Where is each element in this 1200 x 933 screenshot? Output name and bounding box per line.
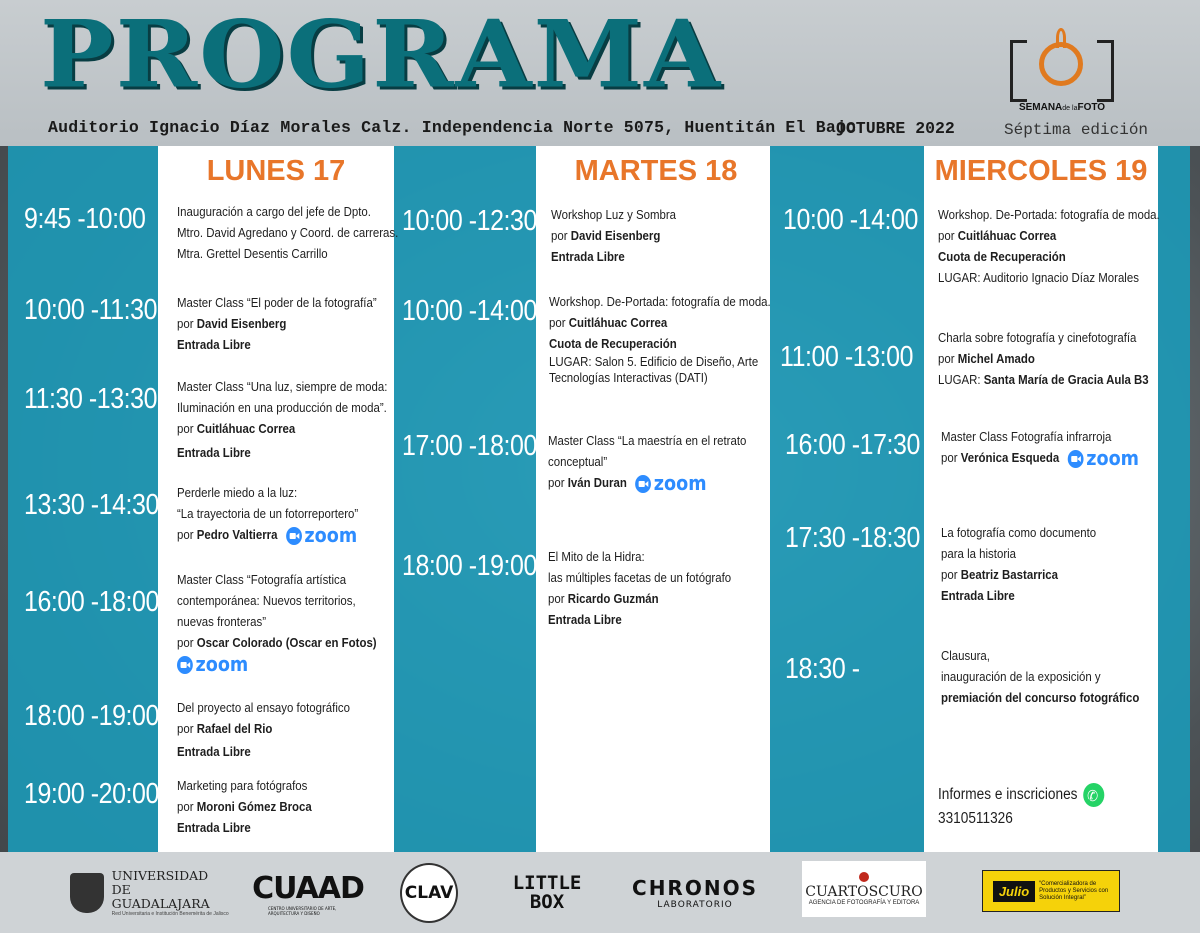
speaker-name: Verónica Esqueda [960, 450, 1060, 465]
entry-label: Entrada Libre [941, 588, 1015, 603]
time-slot: 16:00 -17:30 [785, 429, 920, 461]
entry-label: Entrada Libre [177, 445, 251, 460]
tuesday-time-column [394, 146, 536, 852]
event-tuesday-hidra: El Mito de la Hidra: las múltiples facetas de un fotógrafo por Ricardo Guzmán Entrada Libre [548, 549, 732, 627]
speaker-name: Beatriz Bastarrica [960, 567, 1059, 582]
entry-label: Entrada Libre [177, 744, 251, 759]
time-slot: 11:00 -13:00 [780, 341, 914, 373]
speaker-name: Iván Duran [567, 475, 627, 490]
time-slot: 17:30 -18:30 [785, 522, 920, 554]
sponsor-clav: CLAV [400, 862, 458, 924]
time-slot: 16:00 -18:00 [24, 586, 159, 618]
event-tuesday-retrato: Master Class “La maestría en el retrato conceptual” por Iván Duran zoom [548, 433, 747, 496]
wednesday-time-column [770, 146, 924, 852]
event-wednesday-clausura: Clausura, inauguración de la exposición y premiación del concurso fotográfico [941, 648, 1140, 705]
zoom-badge: zoom [1068, 448, 1139, 469]
logo-bracket-right [1097, 40, 1114, 102]
entry-label: Entrada Libre [177, 820, 251, 835]
speaker-name: Pedro Valtierra [196, 527, 278, 542]
time-slot: 18:00 -19:00 [24, 700, 159, 732]
event-tuesday-luz-sombra: Workshop Luz y Sombra por David Eisenberg Entrada Libre [551, 207, 677, 264]
sponsor-chronos: CHRONOS LABORATORIO [632, 876, 758, 910]
speaker-name: Cuitláhuac Correa [957, 228, 1057, 243]
sponsor-julio: Julio “Comercializadora de Productos y Servicios con Solución Integral” [982, 870, 1120, 912]
event-wednesday-documento: La fotografía como documento para la historia por Beatriz Bastarrica Entrada Libre [941, 525, 1097, 603]
logo-bracket-left [1010, 40, 1027, 102]
speaker-name: Oscar Colorado (Oscar en Fotos) [196, 635, 377, 650]
event-monday-masterclass-2: Master Class “Una luz, siempre de moda: Iluminación en una producción de moda”. por Cuitláhuac Correa Entrada Libre [177, 379, 388, 460]
day-header-monday: LUNES 17 [206, 155, 346, 187]
fee-label: Cuota de Recuperación [938, 249, 1066, 264]
event-monday-fotorreportero: Perderle miedo a la luz: “La trayectoria de un fotorreportero” por Pedro Valtierra zoom [177, 485, 359, 548]
event-month: OCTUBRE 2022 [836, 119, 955, 138]
time-slot: 13:30 -14:30 [24, 489, 159, 521]
semana-foto-logo [1006, 26, 1118, 122]
speaker-name: David Eisenberg [570, 228, 661, 243]
info-contact: Informes e inscriciones✆ 3310511326 [938, 783, 1104, 830]
speaker-name: Michel Amado [957, 351, 1035, 366]
sponsor-cuaad: CUAAD CENTRO UNIVERSITARIO DE ARTE, ARQUITECTURA Y DISEÑO [252, 870, 364, 916]
speaker-name: Moroni Gómez Broca [196, 799, 312, 814]
event-monday-marketing: Marketing para fotógrafos por Moroni Gómez Broca Entrada Libre [177, 778, 312, 835]
time-slot: 10:00 -14:00 [783, 204, 918, 236]
place-name: Santa María de Gracia Aula B3 [983, 372, 1149, 387]
time-slot: 18:00 -19:00 [402, 550, 537, 582]
day-header-tuesday: MARTES 18 [574, 155, 738, 187]
sponsor-udg: UNIVERSIDAD DE GUADALAJARA Red Universitaria e Institución Benemérita de Jalisco [70, 862, 230, 924]
phone-number: 3310511326 [938, 810, 1013, 827]
event-monday-inauguration: Inauguración a cargo del jefe de Dpto. Mtro. David Agredano y Coord. de carreras. Mtra. Grettel Desentis Carrillo [177, 204, 399, 261]
edition-label: Séptima edición [1004, 121, 1149, 139]
whatsapp-icon[interactable] [1083, 783, 1104, 807]
time-slot: 18:30 - [785, 653, 860, 685]
zoom-icon [635, 475, 651, 493]
entry-label: Entrada Libre [177, 337, 251, 352]
time-slot: 10:00 -11:30 [24, 294, 158, 326]
zoom-icon [177, 656, 193, 674]
event-monday-masterclass-1: Master Class “El poder de la fotografía” por David Eisenberg Entrada Libre [177, 295, 377, 352]
zoom-badge: zoom [286, 525, 357, 546]
sponsor-cuartoscuro: CUARTOSCURO AGENCIA DE FOTOGRAFÍA Y EDITORA [802, 861, 926, 917]
speaker-name: Rafael del Rio [196, 721, 273, 736]
speaker-name: David Eisenberg [196, 316, 287, 331]
event-tuesday-de-portada: Workshop. De-Portada: fotografía de moda. por Cuitláhuac Correa Cuota de Recuperación LUGAR: Salon 5. Edificio de Diseño, Arte Tecnologías Interactivas (DATI) [549, 294, 771, 385]
page-title: PROGRAMA [40, 0, 723, 110]
event-wednesday-infrarroja: Master Class Fotografía infrarroja por Verónica Esqueda zoom [941, 429, 1139, 471]
udg-shield-icon [70, 873, 104, 913]
zoom-badge: zoom [635, 473, 706, 494]
fee-label: Cuota de Recuperación [549, 336, 677, 351]
venue-address: Auditorio Ignacio Díaz Morales Calz. Independencia Norte 5075, Huentitán El Bajo [48, 118, 857, 137]
sponsor-littlebox: LITTLE BOX [512, 872, 582, 913]
time-slot: 17:00 -18:00 [402, 430, 537, 462]
day-header-wednesday: MIERCOLES 19 [934, 155, 1148, 187]
speaker-name: Cuitláhuac Correa [568, 315, 668, 330]
zoom-icon [1068, 450, 1084, 468]
time-slot: 10:00 -12:30 [402, 205, 537, 237]
right-edge-band [1158, 146, 1190, 852]
zoom-badge: zoom [177, 654, 248, 675]
entry-label: Entrada Libre [551, 249, 625, 264]
speaker-name: Cuitláhuac Correa [196, 421, 296, 436]
speaker-name: Ricardo Guzmán [567, 591, 659, 606]
time-slot: 9:45 -10:00 [24, 203, 146, 235]
zoom-icon [286, 527, 302, 545]
event-monday-masterclass-3: Master Class “Fotografía artística contemporánea: Nuevos territorios, nuevas fronteras” por Oscar Colorado (Oscar en Fotos) zoom [177, 572, 377, 677]
time-slot: 19:00 -20:00 [24, 778, 159, 810]
event-monday-ensayo: Del proyecto al ensayo fotográfico por Rafael del Rio Entrada Libre [177, 700, 350, 759]
logo-wordmark: SEMANAde laFOTO [1018, 102, 1106, 113]
time-slot: 10:00 -14:00 [402, 295, 537, 327]
event-wednesday-cinefotografia: Charla sobre fotografía y cinefotografía por Michel Amado LUGAR: Santa María de Gracia Aula B3 [938, 330, 1149, 387]
logo-ring-icon [1039, 42, 1083, 86]
event-wednesday-de-portada: Workshop. De-Portada: fotografía de moda. por Cuitláhuac Correa Cuota de Recuperación LUGAR: Auditorio Ignacio Díaz Morales [938, 207, 1160, 285]
entry-label: Entrada Libre [548, 612, 622, 627]
time-slot: 11:30 -13:30 [24, 383, 158, 415]
cuartoscuro-dot-icon [859, 872, 869, 882]
header-band [0, 0, 1200, 146]
